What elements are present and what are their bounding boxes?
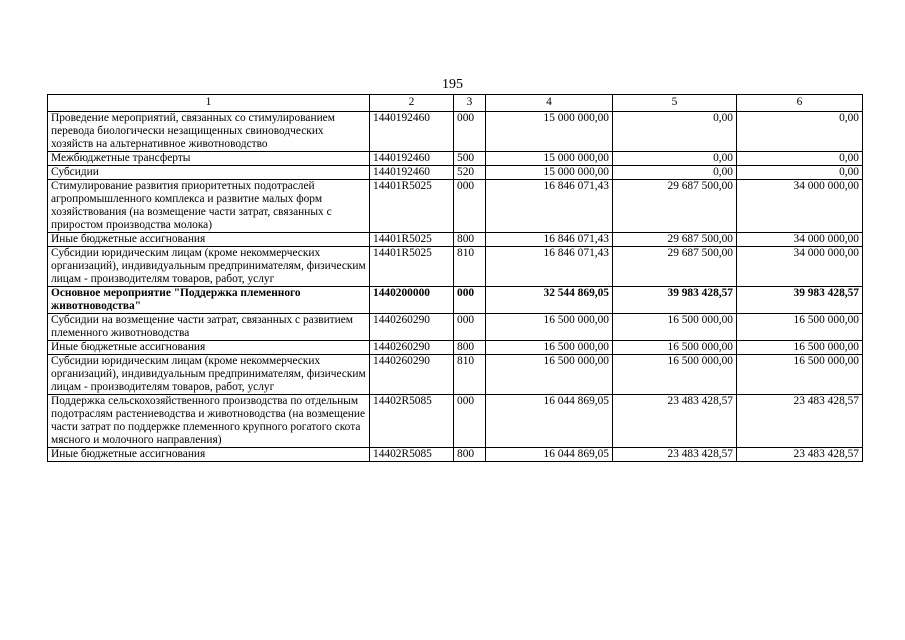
row-name-cell: Поддержка сельскохозяйственного производства по отдельным подотраслям растениеводства и животноводства (на возмещение части затрат по поддержке племенного крупного рогатого скота мясного и молочного направления) — [48, 395, 370, 448]
row-name-cell: Иные бюджетные ассигнования — [48, 448, 370, 462]
row-kind-cell: 000 — [454, 314, 486, 341]
row-name-cell: Субсидии — [48, 166, 370, 180]
column-header: 3 — [454, 95, 486, 112]
table-row — [48, 341, 863, 355]
row-name-cell: Основное мероприятие "Поддержка племенного животноводства" — [48, 287, 370, 314]
row-kind-cell: 520 — [454, 166, 486, 180]
column-header: 5 — [613, 95, 737, 112]
row-name-cell: Проведение мероприятий, связанных со стимулированием перевода биологически незащищенных свиноводческих хозяйств на альтернативное животноводство — [48, 112, 370, 152]
row-value-col6: 34 000 000,00 — [737, 233, 863, 247]
table-row — [48, 247, 863, 287]
row-kind-cell: 810 — [454, 355, 486, 395]
row-value-col6: 39 983 428,57 — [737, 287, 863, 314]
table-row — [48, 448, 863, 462]
row-code-cell: 1440260290 — [370, 314, 454, 341]
row-kind-cell: 800 — [454, 233, 486, 247]
row-kind-cell: 000 — [454, 180, 486, 233]
table-row — [48, 395, 863, 448]
row-value-col5: 29 687 500,00 — [613, 247, 737, 287]
row-value-col5: 0,00 — [613, 166, 737, 180]
row-value-col5: 23 483 428,57 — [613, 448, 737, 462]
row-value-col5: 16 500 000,00 — [613, 355, 737, 395]
row-value-col4: 15 000 000,00 — [486, 166, 613, 180]
row-code-cell: 14401R5025 — [370, 233, 454, 247]
row-value-col5: 16 500 000,00 — [613, 341, 737, 355]
row-name-cell: Иные бюджетные ассигнования — [48, 233, 370, 247]
row-name-cell: Стимулирование развития приоритетных подотраслей агропромышленного комплекса и развитие малых форм хозяйствования (на возмещение части затрат, связанных с приростом производства молока) — [48, 180, 370, 233]
row-name-cell: Иные бюджетные ассигнования — [48, 341, 370, 355]
row-value-col4: 16 846 071,43 — [486, 247, 613, 287]
row-value-col5: 23 483 428,57 — [613, 395, 737, 448]
row-value-col5: 0,00 — [613, 112, 737, 152]
row-code-cell: 1440192460 — [370, 152, 454, 166]
row-name-cell: Субсидии на возмещение части затрат, связанных с развитием племенного животноводства — [48, 314, 370, 341]
table-row — [48, 180, 863, 233]
column-header: 6 — [737, 95, 863, 112]
table-row — [48, 287, 863, 314]
budget-table — [47, 94, 863, 462]
row-kind-cell: 000 — [454, 287, 486, 314]
row-value-col4: 15 000 000,00 — [486, 112, 613, 152]
row-value-col6: 34 000 000,00 — [737, 247, 863, 287]
row-value-col5: 29 687 500,00 — [613, 180, 737, 233]
row-value-col6: 16 500 000,00 — [737, 341, 863, 355]
page-number: 195 — [442, 77, 463, 92]
row-value-col4: 16 846 071,43 — [486, 180, 613, 233]
table-header-row — [48, 95, 863, 112]
row-kind-cell: 800 — [454, 341, 486, 355]
row-value-col6: 0,00 — [737, 112, 863, 152]
row-kind-cell: 000 — [454, 395, 486, 448]
row-code-cell: 1440192460 — [370, 166, 454, 180]
row-value-col5: 29 687 500,00 — [613, 233, 737, 247]
row-code-cell: 1440260290 — [370, 355, 454, 395]
row-code-cell: 14402R5085 — [370, 395, 454, 448]
row-value-col6: 0,00 — [737, 166, 863, 180]
row-name-cell: Субсидии юридическим лицам (кроме некоммерческих организаций), индивидуальным предпринимателям, физическим лицам - производителям товаров, работ, услуг — [48, 355, 370, 395]
row-value-col5: 39 983 428,57 — [613, 287, 737, 314]
column-header: 1 — [48, 95, 370, 112]
table-row — [48, 355, 863, 395]
row-value-col5: 0,00 — [613, 152, 737, 166]
table-row — [48, 233, 863, 247]
row-value-col4: 16 500 000,00 — [486, 341, 613, 355]
column-header: 2 — [370, 95, 454, 112]
column-header: 4 — [486, 95, 613, 112]
row-value-col6: 23 483 428,57 — [737, 395, 863, 448]
row-value-col4: 16 500 000,00 — [486, 355, 613, 395]
row-value-col4: 16 500 000,00 — [486, 314, 613, 341]
row-value-col6: 23 483 428,57 — [737, 448, 863, 462]
row-code-cell: 1440200000 — [370, 287, 454, 314]
table-row — [48, 314, 863, 341]
table-row — [48, 166, 863, 180]
row-code-cell: 14401R5025 — [370, 247, 454, 287]
row-value-col6: 16 500 000,00 — [737, 355, 863, 395]
row-code-cell: 14402R5085 — [370, 448, 454, 462]
row-code-cell: 1440192460 — [370, 112, 454, 152]
row-value-col4: 16 044 869,05 — [486, 395, 613, 448]
row-name-cell: Межбюджетные трансферты — [48, 152, 370, 166]
row-kind-cell: 000 — [454, 112, 486, 152]
row-value-col6: 16 500 000,00 — [737, 314, 863, 341]
row-value-col6: 34 000 000,00 — [737, 180, 863, 233]
row-kind-cell: 800 — [454, 448, 486, 462]
row-value-col4: 16 044 869,05 — [486, 448, 613, 462]
row-code-cell: 1440260290 — [370, 341, 454, 355]
row-value-col4: 32 544 869,05 — [486, 287, 613, 314]
row-value-col5: 16 500 000,00 — [613, 314, 737, 341]
row-value-col4: 15 000 000,00 — [486, 152, 613, 166]
row-kind-cell: 810 — [454, 247, 486, 287]
table-row — [48, 112, 863, 152]
row-code-cell: 14401R5025 — [370, 180, 454, 233]
table-row — [48, 152, 863, 166]
row-value-col6: 0,00 — [737, 152, 863, 166]
row-name-cell: Субсидии юридическим лицам (кроме некоммерческих организаций), индивидуальным предпринимателям, физическим лицам - производителям товаров, работ, услуг — [48, 247, 370, 287]
row-kind-cell: 500 — [454, 152, 486, 166]
row-value-col4: 16 846 071,43 — [486, 233, 613, 247]
